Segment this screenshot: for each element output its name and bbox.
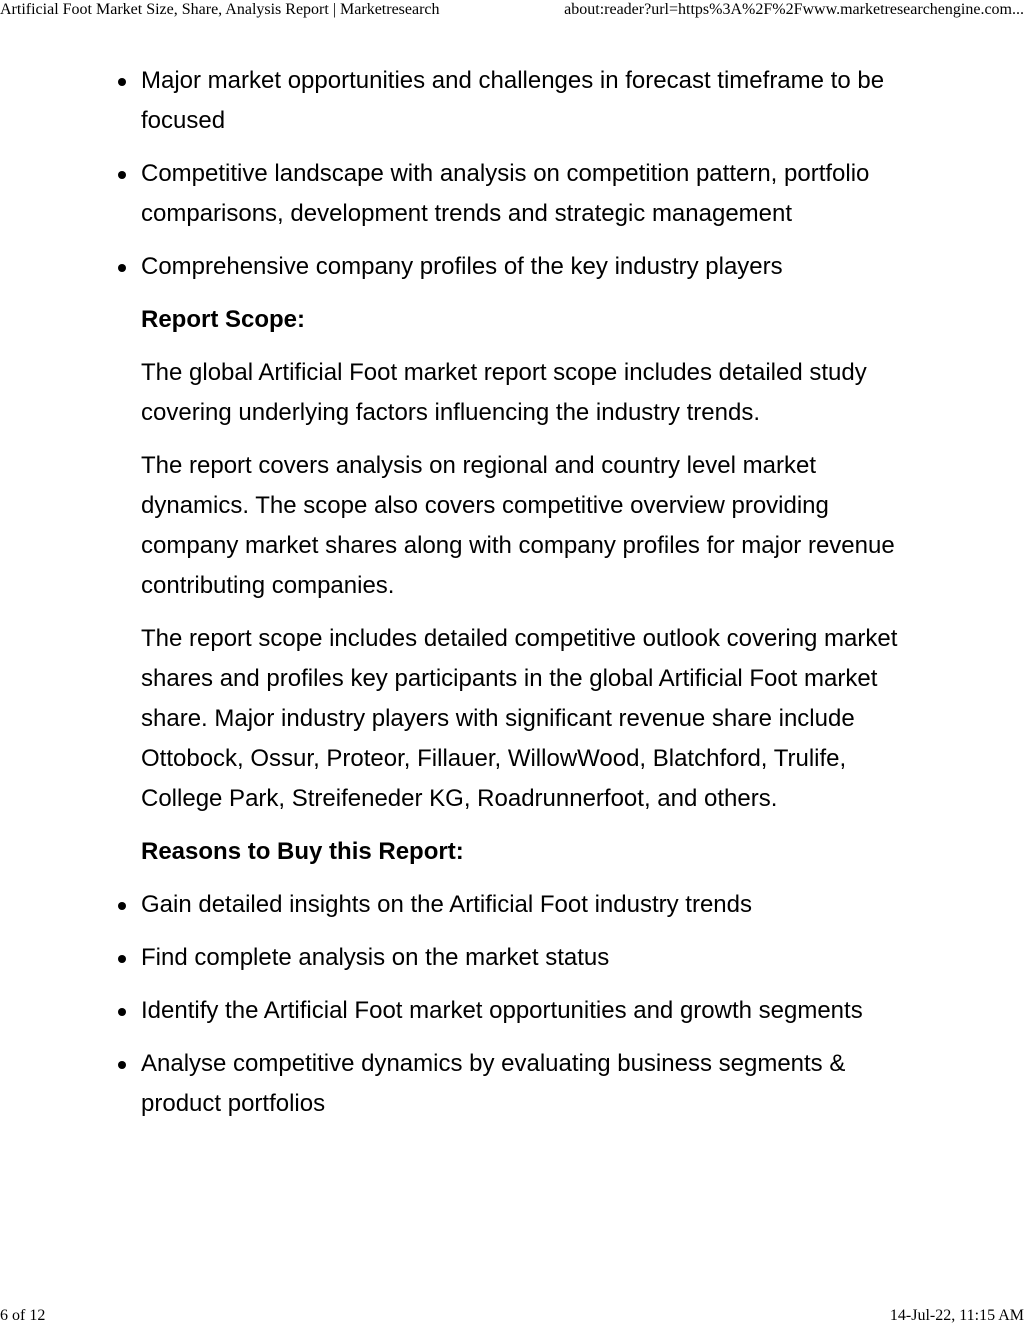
reasons-bullet-list	[141, 885, 901, 1124]
list-item: Gain detailed insights on the Artificial Foot industry trends	[141, 885, 901, 925]
reasons-heading: Reasons to Buy this Report:	[141, 838, 464, 865]
page-url: about:reader?url=https%3A%2F%2Fwww.marketresearchengine.com...	[564, 1, 1024, 18]
list-item: Comprehensive company profiles of the key industry players	[141, 247, 901, 287]
top-bullet-list	[141, 61, 901, 287]
article-body	[141, 61, 901, 1137]
scope-paragraph: The report scope includes detailed competitive outlook covering market shares and profiles key participants in the global Artificial Foot market share. Major industry players with significant revenue share include Ottobock, Ossur, Proteor, Fillauer, WillowWood, Blatchford, Trulife, College Park, Streifeneder KG, Roadrunnerfoot, and others.	[141, 625, 898, 812]
report-scope-heading: Report Scope:	[141, 306, 306, 333]
list-item: Analyse competitive dynamics by evaluating business segments & product portfolios	[141, 1044, 901, 1124]
print-datetime: 14-Jul-22, 11:15 AM	[889, 1307, 1024, 1324]
scope-paragraph: The report covers analysis on regional and country level market dynamics. The scope also covers competitive overview providing company market shares along with company profiles for major revenue contributing companies.	[141, 452, 895, 599]
page-title: Artificial Foot Market Size, Share, Analysis Report | Marketresearch	[0, 1, 440, 18]
list-item: Competitive landscape with analysis on competition pattern, portfolio comparisons, development trends and strategic management	[141, 154, 901, 234]
page-number: 6 of 12	[0, 1307, 46, 1324]
list-item: Identify the Artificial Foot market opportunities and growth segments	[141, 991, 901, 1031]
scope-paragraph: The global Artificial Foot market report scope includes detailed study covering underlying factors influencing the industry trends.	[141, 359, 867, 426]
list-item: Find complete analysis on the market status	[141, 938, 901, 978]
list-item: Major market opportunities and challenges in forecast timeframe to be focused	[141, 61, 901, 141]
